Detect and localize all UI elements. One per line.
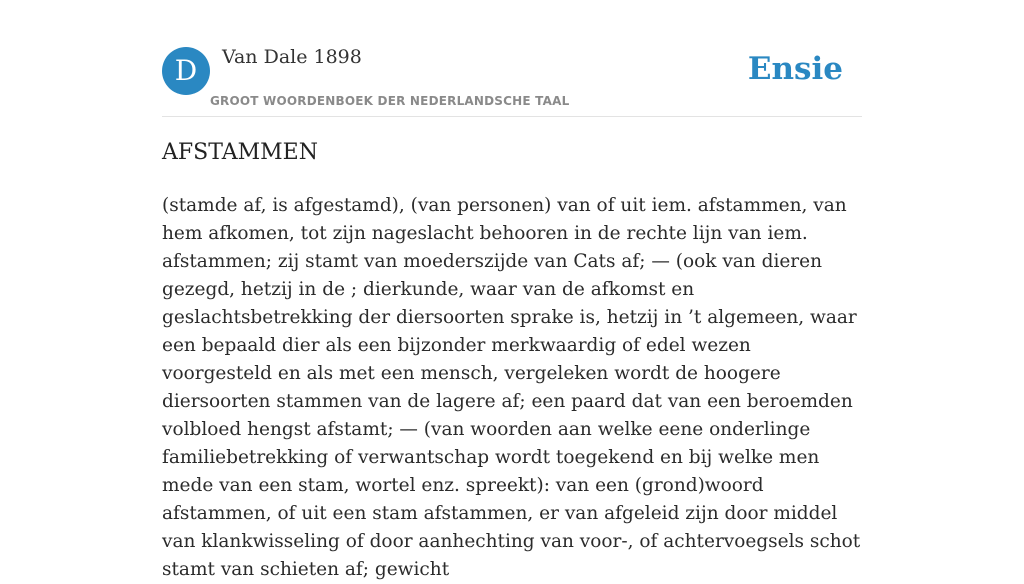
entry-headword: AFSTAMMEN: [162, 140, 318, 165]
dictionary-avatar[interactable]: D: [162, 47, 210, 95]
dictionary-name-link[interactable]: Van Dale 1898: [222, 46, 362, 68]
dictionary-subtitle: GROOT WOORDENBOEK DER NEDERLANDSCHE TAAL: [210, 94, 570, 108]
brand-logo[interactable]: Ensie: [747, 51, 843, 87]
header: [162, 46, 862, 117]
entry-definition: (stamde af, is afgestamd), (van personen) van of uit iem. afstammen, van hem afkomen, tot zijn nageslacht behooren in de rechte lijn van iem. afstammen; zij stamt van moederszijde van Cats af; — (ook van dieren gezegd, hetzij in de ; dierkunde, waar van de afkomst en geslachtsbetrekking der diersoorten sprake is, hetzij in ’t algemeen, waar een bepaald dier als een bijzonder merkwaardig of edel wezen voorgesteld en als met een mensch, vergeleken wordt de hoogere diersoorten stammen van de lagere af; een paard dat van een beroemden volbloed hengst afstamt; — (van woorden aan welke eene onderlinge familiebetrekking of verwantschap wordt toegekend en bij welke men mede van een stam, wortel enz. spreekt): van een (grond)woord afstammen, of uit een stam afstammen, er van afgeleid zijn door middel van klankwisseling of door aanhechting van voor-, of achtervoegsels schot stamt van schieten af; gewicht: [162, 195, 861, 580]
